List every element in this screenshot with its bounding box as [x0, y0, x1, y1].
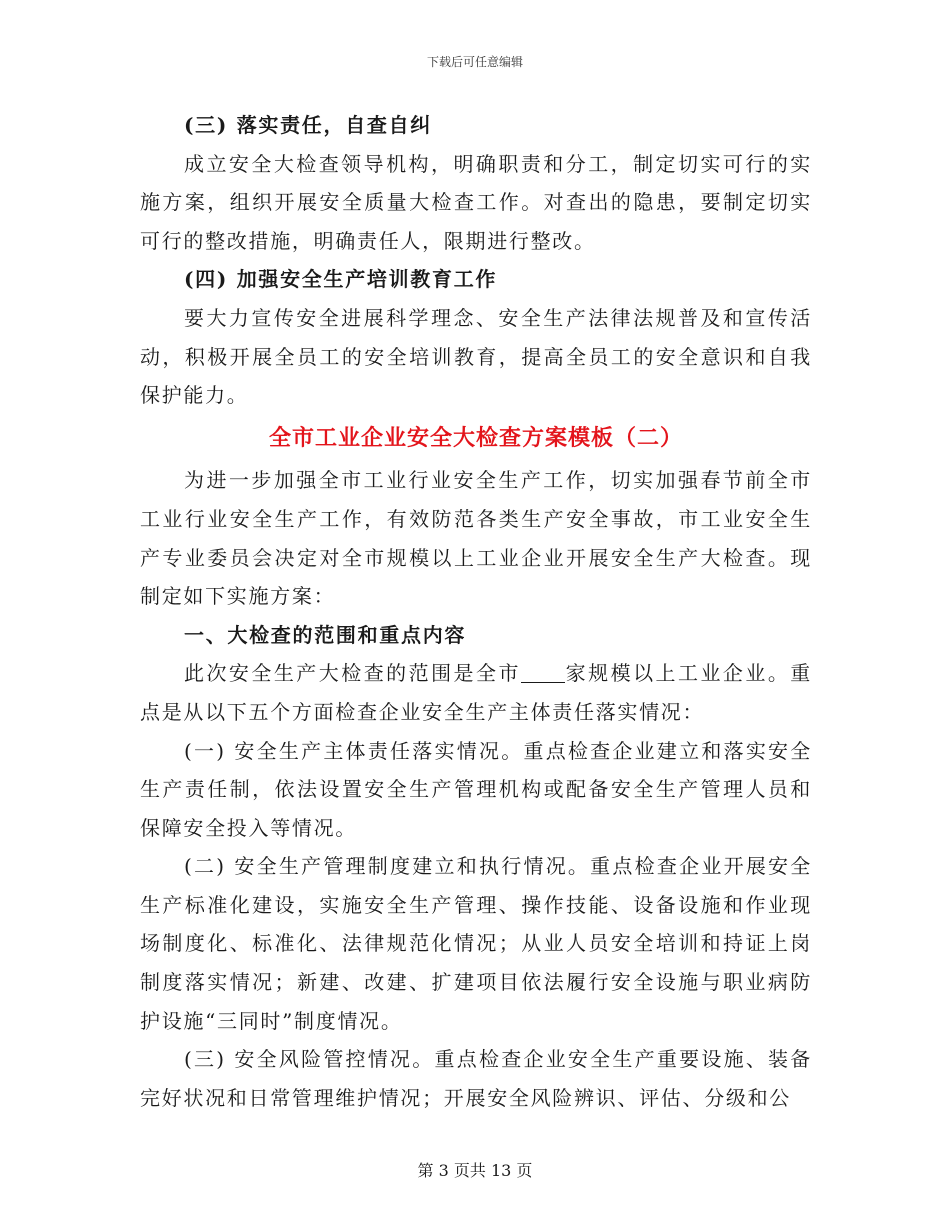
intro-paragraph: 为进一步加强全市工业行业安全生产工作，切实加强春节前全市工业行业安全生产工作，有效防范各类生产安全事故，市工业安全生产专业委员会决定对全市规模以上工业企业开展安全生产大检查。现制定如下实施方案：	[140, 468, 812, 609]
document-body	[140, 106, 812, 1117]
section-paragraph-4: 要大力宣传安全进展科学理念、安全生产法律法规普及和宣传活动，积极开展全员工的安全培训教育，提高全员工的安全意识和自我保护能力。	[140, 305, 812, 408]
scope-text-after: 家规模以上工业企业。重点是从以下五个方面检查企业安全生产主体责任落实情况：	[140, 661, 812, 724]
section-heading-3: (三) 落实责任，自查自纠	[184, 113, 432, 137]
page-number: 第 3 页共 13 页	[417, 1161, 533, 1180]
section-heading-4: (四) 加强安全生产培训教育工作	[184, 267, 498, 292]
scope-paragraph	[140, 654, 812, 731]
part-heading-1: 一、大检查的范围和重点内容	[184, 622, 467, 647]
page-header-note: 下载后可任意编辑	[426, 55, 523, 69]
item-paragraph-2: (二) 安全生产管理制度建立和执行情况。重点检查企业开展安全生产标准化建设，实施安全生产管理、操作技能、设备设施和作业现场制度化、标准化、法律规范化情况；从业人员安全培训和持证上岗制度落实情况；新建、改建、扩建项目依法履行安全设施与职业病防护设施“三同时”制度情况。	[140, 854, 812, 1033]
scope-text-before: 此次安全生产大检查的范围是全市	[184, 661, 521, 686]
section-paragraph-3: 成立安全大检查领导机构，明确职责和分工，制定切实可行的实施方案，组织开展安全质量大检查工作。对查出的隐患，要制定切实可行的整改措施，明确责任人，限期进行整改。	[140, 151, 812, 253]
item-paragraph-1: (一) 安全生产主体责任落实情况。重点检查企业建立和落实安全生产责任制，依法设置安全生产管理机构或配备安全生产管理人员和保障安全投入等情况。	[140, 738, 812, 840]
item-paragraph-3: (三) 安全风险管控情况。重点检查企业安全生产重要设施、装备完好状况和日常管理维护情况；开展安全风险辨识、评估、分级和公	[140, 1047, 812, 1110]
document-title: 全市工业企业安全大检查方案模板（二）	[268, 424, 683, 451]
fill-in-blank	[521, 662, 565, 683]
